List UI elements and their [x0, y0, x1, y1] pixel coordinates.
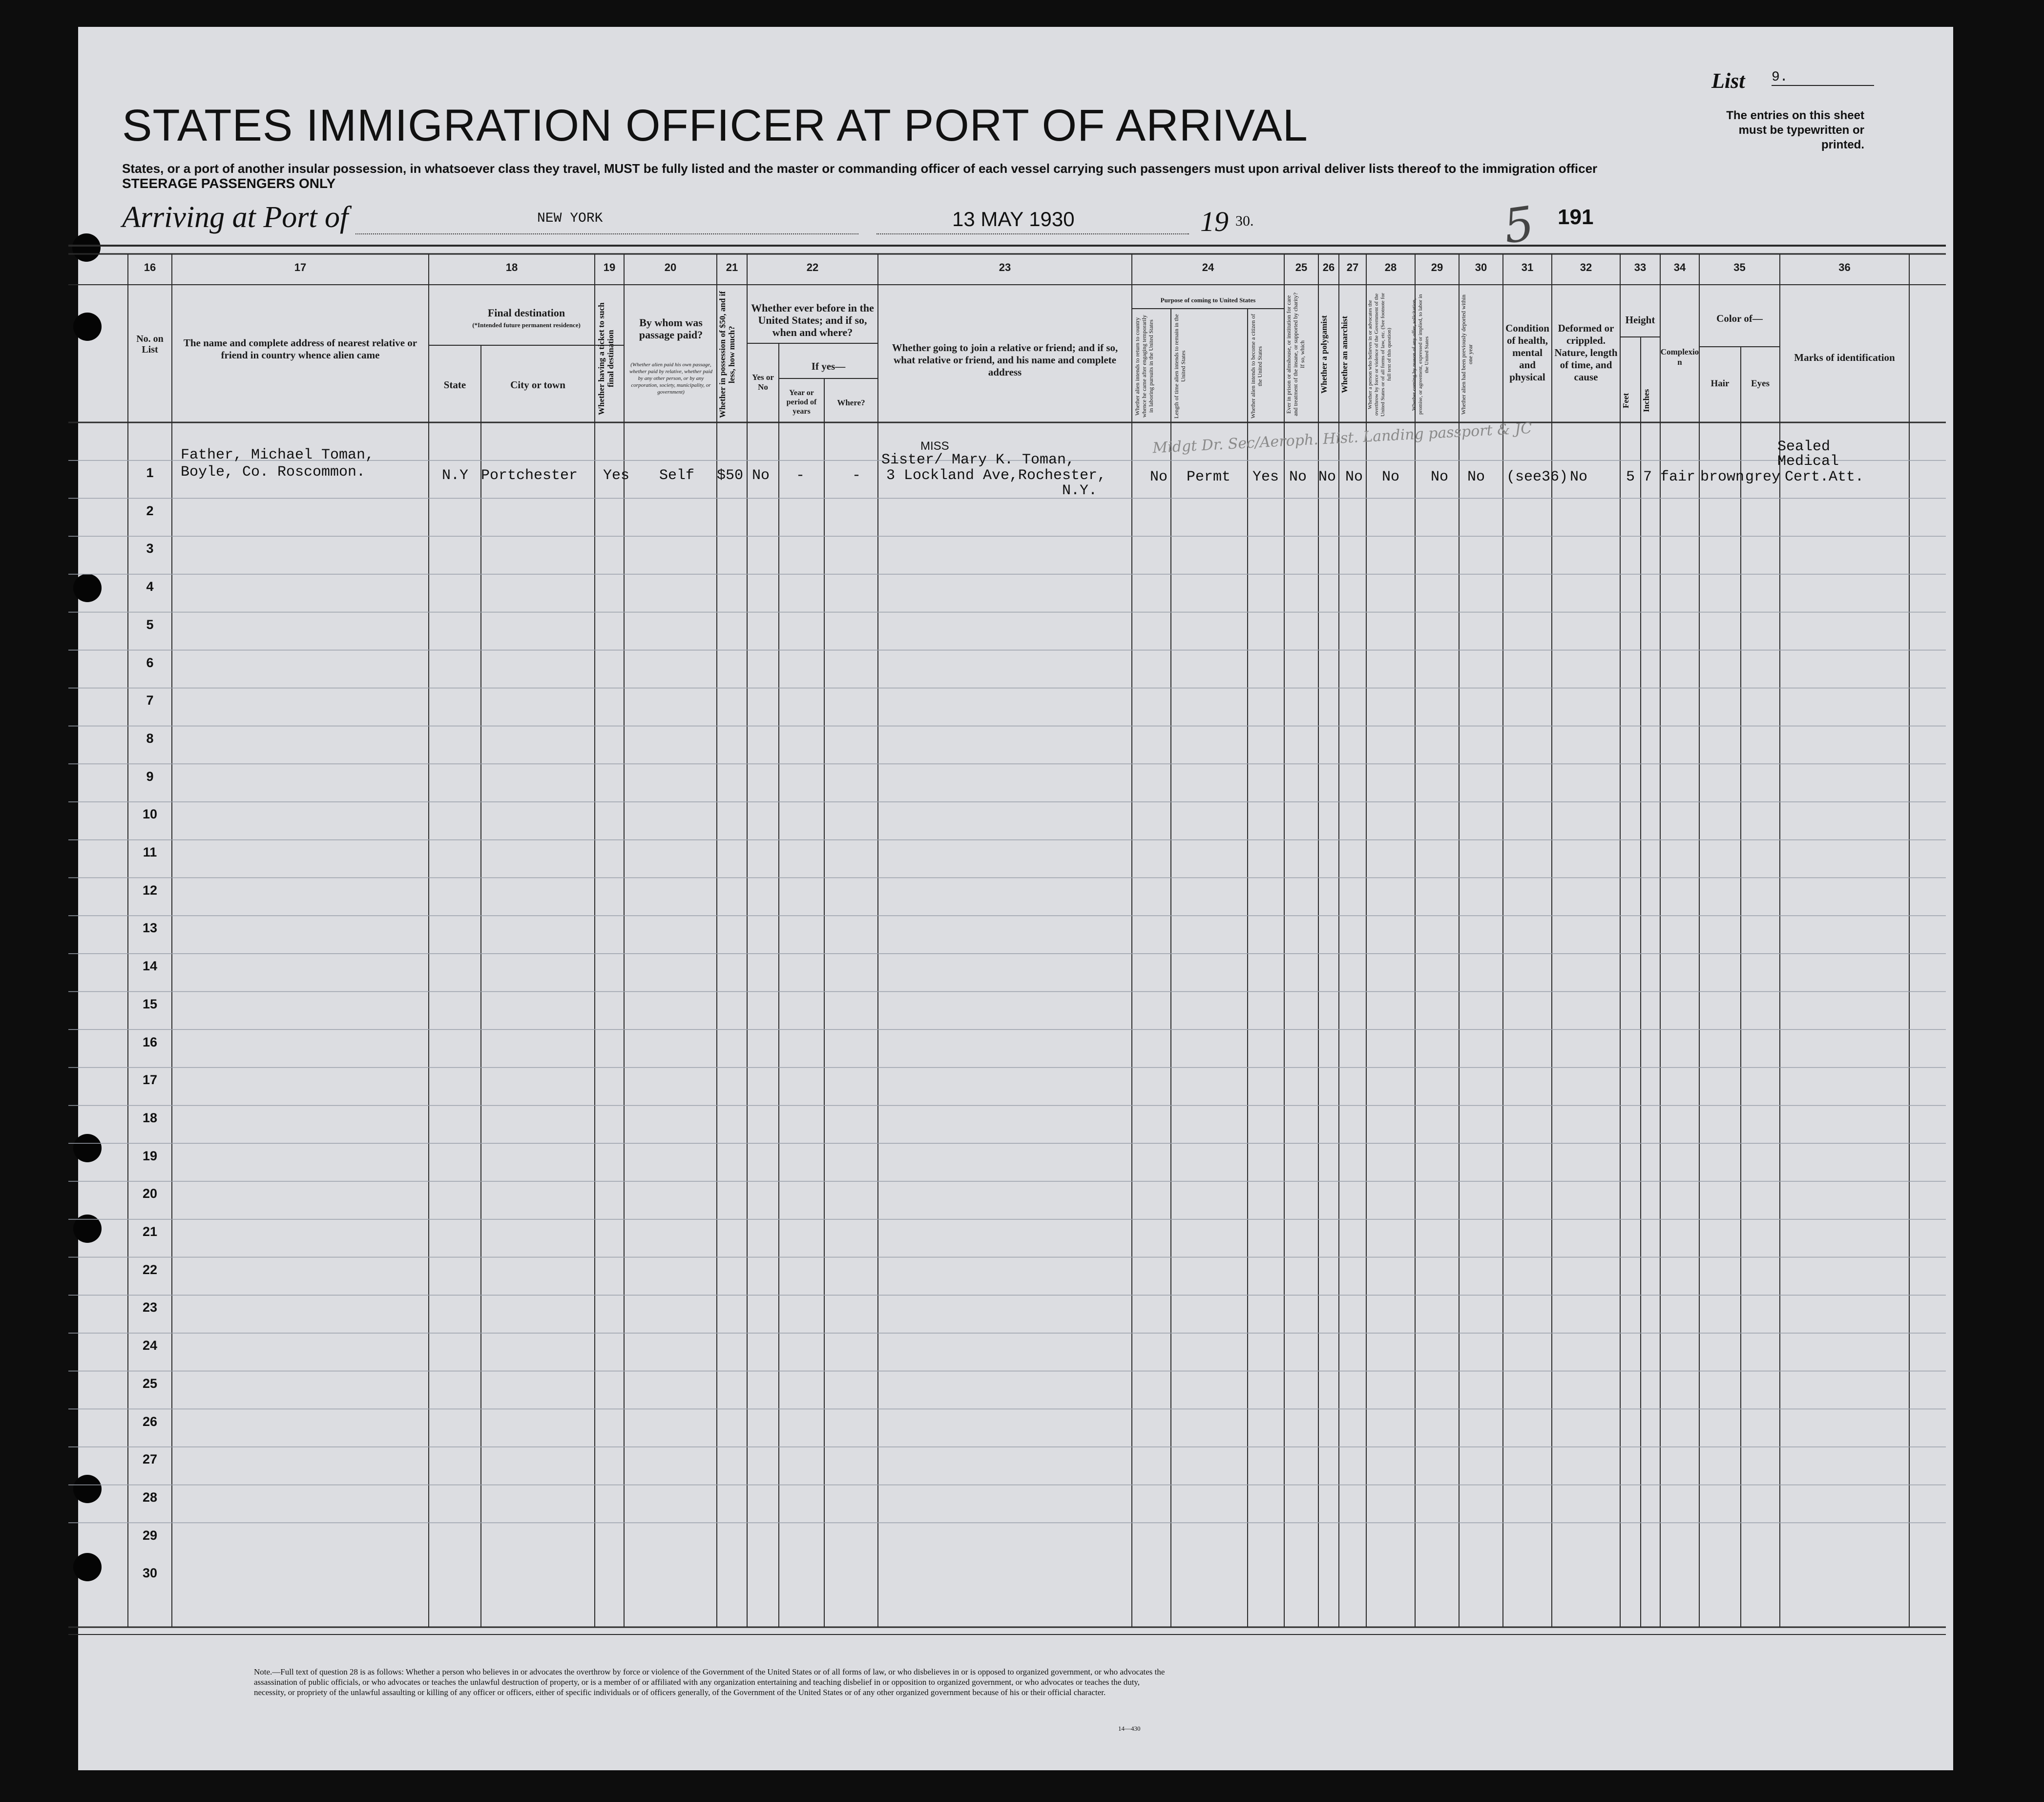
row-number: 25 [142, 1376, 158, 1391]
col34-header: Complexion [1660, 347, 1699, 367]
column-number: 34 [1673, 261, 1686, 273]
relative-line-2: Boyle, Co. Roscommon. [181, 464, 366, 481]
handwritten-annotation: Midgt Dr. Sec/Aeroph. Hist. Landing passport & JC [1152, 419, 1533, 457]
row-number: 15 [142, 996, 158, 1011]
row-number: 13 [142, 921, 158, 936]
joining-line-2: 3 Lockland Ave,Rochester, [886, 467, 1106, 484]
deformed-value: No [1570, 469, 1588, 485]
col20-header: By whom was passage paid? [639, 316, 703, 341]
eyes-value: grey [1745, 469, 1781, 485]
row-number: 12 [142, 882, 158, 898]
joining-line-1: Sister/ Mary K. Toman, [881, 452, 1075, 468]
steerage-label: STEERAGE PASSENGERS ONLY [122, 176, 336, 191]
complexion-value: fair [1660, 469, 1696, 485]
row-number: 2 [146, 503, 154, 518]
column-number: 24 [1202, 261, 1214, 273]
column-number: 31 [1521, 261, 1534, 273]
col22-header: Whether ever before in the United States; and if so, when and where? [751, 302, 874, 338]
row-number: 14 [142, 959, 158, 974]
col29-header: Whether coming by reason of any offer, solicitation, promise, or agreement, expressed or implied, to labor in the United States [1411, 294, 1430, 415]
column-number: 21 [726, 261, 738, 273]
prison-value: No [1289, 469, 1307, 485]
column-number: 16 [144, 261, 156, 273]
col24-citizen: Whether alien intends to become a citizen of the United States [1250, 314, 1263, 419]
column-number: 27 [1346, 261, 1359, 273]
row-number: 20 [142, 1186, 158, 1201]
row-number: 9 [146, 769, 154, 784]
state-value: N.Y [442, 467, 469, 484]
col18-note: (*Intended future permanent residence) [472, 321, 581, 329]
row-number: 4 [146, 579, 154, 594]
row-number: 7 [146, 693, 154, 708]
row-number: 5 [146, 617, 154, 632]
relative-line-1: Father, Michael Toman, [181, 447, 375, 463]
row-number: 27 [142, 1452, 158, 1467]
col27-header: Whether an anarchist [1340, 315, 1349, 394]
col30-header: Whether alien had been previously deported within one year [1460, 294, 1474, 415]
col16-header: No. on List [136, 334, 164, 355]
row-number: 18 [142, 1110, 158, 1125]
marks-line-2: Medical [1777, 453, 1839, 470]
column-number: 32 [1580, 261, 1592, 273]
column-number: 26 [1322, 261, 1335, 273]
row-number: 17 [142, 1072, 158, 1088]
row-number: 8 [146, 731, 154, 746]
date-stamp: 13 MAY 1930 [952, 208, 1075, 230]
column-number: 25 [1295, 261, 1308, 273]
column-number: 29 [1431, 261, 1443, 273]
hair-value: brown [1700, 469, 1745, 485]
col26-header: Whether a polygamist [1319, 315, 1329, 394]
col35-hair: Hair [1710, 378, 1730, 389]
polygamist-value: No [1318, 469, 1336, 485]
col31-header: Condition of health, mental and physical [1505, 322, 1549, 383]
row-number: 3 [146, 541, 154, 556]
col22-yesno: Yes or No [752, 373, 774, 392]
col33-feet: Feet [1621, 393, 1630, 408]
form-subtitle: States, or a port of another insular possession, in whatsoever class they travel, MUST be fully listed and the master or commanding officer of each vessel carrying such passengers must upon arrival deliver lists thereof to the immigration officer [122, 161, 1598, 176]
return-value: No [1150, 469, 1168, 485]
col20-note: (Whether alien paid his own passage, whether paid by relative, whether paid by any other person, or by any corporation, society, municipality, or government) [629, 362, 713, 395]
col35-eyes: Eyes [1751, 378, 1770, 389]
list-number: 9. [1772, 70, 1874, 86]
where-value: - [852, 467, 861, 484]
col36-header: Marks of identification [1794, 352, 1895, 363]
col22-years: Year or period of years [786, 389, 817, 416]
page-mark: 191 [1558, 205, 1594, 229]
col18-header: Final destination [487, 307, 565, 319]
col32-header: Deformed or crippled. Nature, length of time, and cause [1554, 322, 1618, 383]
port-label: Arriving at Port of [122, 201, 349, 234]
col33-inches: Inches [1642, 389, 1651, 412]
column-number: 30 [1475, 261, 1487, 273]
col18-city: City or town [510, 379, 565, 391]
column-number: 18 [505, 261, 518, 273]
footnote-q28: Note.—Full text of question 28 is as follows: Whether a person who believes in or advocates the overthrow by force or violence of the Government of the United States or of all forms of law, or who disbelieves in or is opposed to organized government, or who advocates the assassination of public officials, or who advocates or teaches the unlawful destruction of property, or is a member of or affiliated with any organization entertaining and teaching disbelief in or opposition to organized government, or who advocates or teaches the duty, necessity, or propriety of the unlawful assaulting or killing of any officer or officers, either of specific individuals or of officers generally, of the Government of the United States or of any other organized government because of his or their official character. [254, 1667, 1165, 1697]
col28-header: Whether a person who believes in or advocates the overthrow by force or violence of the Government of the United States or of all forms of law, etc. (See footnote for full text of this question) [1367, 293, 1392, 417]
row-number: 11 [143, 845, 157, 859]
row-number: 24 [142, 1338, 158, 1353]
col22-where: Where? [837, 398, 865, 407]
height-feet-value: 5 [1626, 469, 1635, 485]
col24-return: Whether alien intends to return to country whence he came after engaging temporarily in laboring pursuits in the United States [1134, 314, 1154, 418]
marks-line-1: Sealed [1777, 439, 1831, 455]
handwritten-mark: 5 [1500, 196, 1538, 254]
column-number: 23 [999, 261, 1011, 273]
col35-header: Color of— [1716, 313, 1763, 324]
labor-offer-value: No [1431, 469, 1449, 485]
col25-header: Ever in prison or almshouse, or institution for care and treatment of the insane, or supported by charity? If so, which [1285, 293, 1306, 417]
column-number: 28 [1384, 261, 1397, 273]
height-inches-value: 7 [1643, 469, 1652, 485]
marks-line-3: Cert.Att. [1785, 469, 1864, 485]
column-number: 20 [664, 261, 677, 273]
year-suffix: 30. [1235, 213, 1254, 229]
miss-label: MISS [920, 440, 949, 453]
before-us-value: No [752, 467, 770, 484]
row-number: 1 [146, 465, 154, 480]
row-number: 21 [142, 1224, 158, 1239]
overthrow-value: No [1382, 469, 1400, 485]
row-number: 23 [142, 1300, 158, 1315]
row-number: 30 [142, 1566, 158, 1581]
col33-header: Height [1625, 314, 1655, 326]
typewritten-instruction: The entries on this sheet must be typewritten or printed. [1726, 109, 1864, 151]
column-number: 33 [1634, 261, 1647, 273]
length-stay-value: Permt [1187, 469, 1231, 485]
form-number: 14—430 [1118, 1725, 1141, 1732]
anarchist-value: No [1345, 469, 1363, 485]
column-number: 36 [1838, 261, 1851, 273]
column-number: 17 [294, 261, 307, 273]
col23-header: Whether going to join a relative or friend; and if so, what relative or friend, and his name and complete address [892, 342, 1118, 378]
column-number: 35 [1733, 261, 1746, 273]
ticket-value: Yes [603, 467, 630, 484]
form-title: STATES IMMIGRATION OFFICER AT PORT OF ARRIVAL [122, 101, 1308, 150]
year-prefix: 19 [1200, 206, 1229, 237]
health-value: (see36) [1506, 469, 1568, 485]
col24-length: Length of time alien intends to remain in the United States [1173, 314, 1187, 419]
citizen-value: Yes [1252, 469, 1279, 485]
money-value: $50 [717, 467, 744, 484]
row-number: 6 [146, 655, 154, 670]
list-label: List [1711, 69, 1745, 93]
col17-header: The name and complete address of nearest relative or friend in country whence alien came [183, 337, 417, 361]
row-number: 19 [142, 1148, 158, 1163]
column-number: 22 [806, 261, 819, 273]
col24-header: Purpose of coming to United States [1160, 296, 1256, 304]
col18-state: State [443, 379, 466, 391]
row-number: 10 [142, 807, 158, 822]
col21-header: Whether in possession of $50, and if less, how much? [718, 291, 736, 418]
city-value: Portchester [481, 467, 578, 484]
col22-ifyes: If yes— [811, 360, 846, 372]
joining-line-3: N.Y. [1062, 482, 1098, 499]
port-value: NEW YORK [537, 211, 603, 226]
column-number: 19 [603, 261, 616, 273]
col19-header: Whether having a ticket to such final destination [597, 302, 615, 415]
row-number: 29 [142, 1528, 158, 1543]
row-number: 28 [142, 1489, 158, 1505]
row-number: 26 [142, 1414, 158, 1429]
row-number: 22 [142, 1262, 158, 1277]
years-value: - [796, 467, 805, 484]
deported-value: No [1467, 469, 1485, 485]
paid-by-value: Self [659, 467, 695, 484]
row-number: 16 [142, 1034, 158, 1049]
